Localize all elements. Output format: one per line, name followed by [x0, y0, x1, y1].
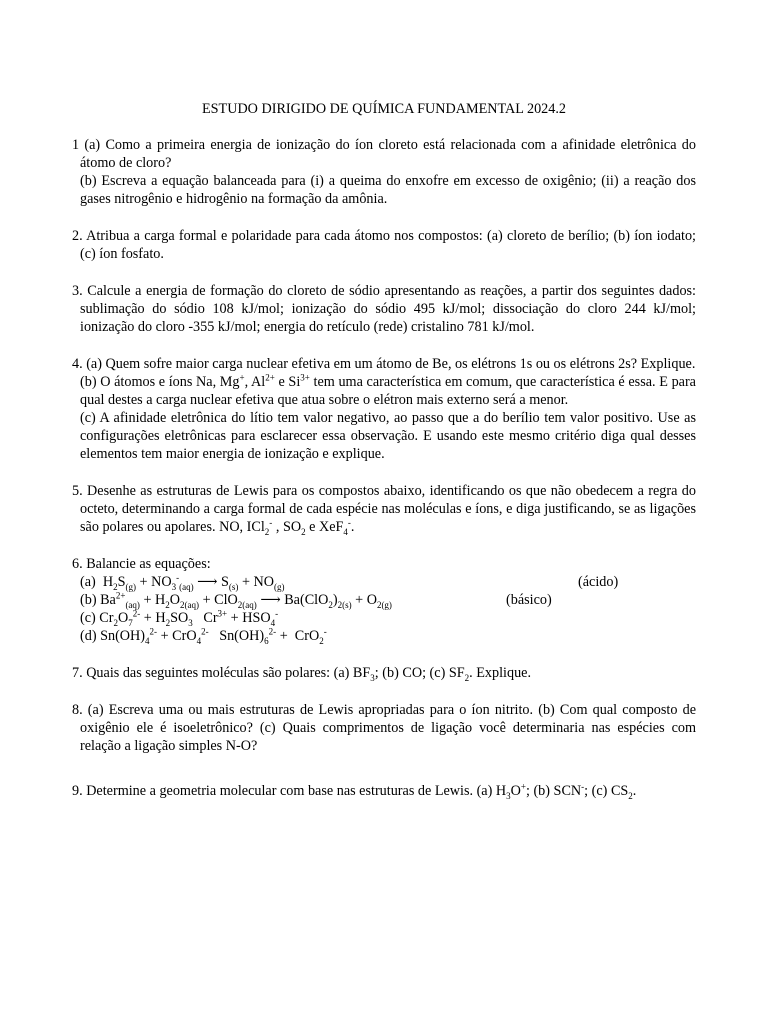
document-title: ESTUDO DIRIGIDO DE QUÍMICA FUNDAMENTAL 2024.2: [201, 101, 567, 117]
equation-d: (d) $Sn(OH)_4^{2-} + CrO_4^{2-}$ $Sn(OH)_6^{2-} + CrO_2^-$: [80, 626, 327, 646]
question-2: 2. Atribua a carga formal e polaridade para cada átomo nos compostos: (a) cloreto de berílio; (b) íon iodato; (c) íon fosfato.: [72, 228, 696, 262]
question-9: 9. Determine a geometria molecular com base nas estruturas de Lewis. (a) $H_3O^+$; (b) SCN-; (c) $CS_2$.: [72, 781, 637, 801]
question-5: 5. Desenhe as estruturas de Lewis para os compostos abaixo, identificando os que não obedecem a regra do octeto, determinando a carga formal de cada espécie nas moléculas e íons, e diga justificando, se as ligações são polares ou apolares. NO, ICl$_2$- , $SO_2$ e XeF$_4$-.: [72, 483, 696, 537]
question-1a: 1 (a) Como a primeira energia de ionização do íon cloreto está relacionada com a afinidade eletrônica do átomo de cloro?: [72, 137, 696, 171]
equation-c: (c) $Cr_2O_7^{2-} + H_2SO_3$ $Cr^{3+} + HSO_4^-$: [80, 608, 279, 628]
question-6: [72, 555, 696, 645]
question-1: [72, 136, 696, 208]
question-8: 8. (a) Escreva uma ou mais estruturas de Lewis apropriadas para o íon nitrito. (b) Com qual composto de oxigênio ele é isoeletrônico? (c) Quais comprimentos de ligação você determinaria nas espécies com relação a ligação simples N-O?: [72, 702, 696, 754]
question-4a: 4. (a) Quem sofre maior carga nuclear efetiva em um átomo de Be, os elétrons 1s ou os elétrons 2s? Explique.: [72, 356, 696, 372]
question-6-heading: 6. Balancie as equações:: [72, 556, 211, 572]
document-page: [72, 100, 696, 819]
question-7: 7. Quais das seguintes moléculas são polares: (a) $BF_3$; (b) CO; (c) $SF_2$. Explique.: [72, 665, 532, 683]
equation-b-condition: (básico): [506, 592, 552, 608]
equation-a: (a) $H_2S_{(g)} + NO_3^-_{(aq)}$ ⟶ $S_{(s)} + NO_{(g)}$ (ácido): [80, 572, 619, 592]
equation-a-condition: (ácido): [578, 574, 619, 590]
question-3: 3. Calcule a energia de formação do cloreto de sódio apresentando as reações, a partir dos seguintes dados: sublimação do sódio 108 kJ/mol; ionização do sódio 495 kJ/mol; dissociação do cloro 244 kJ/mol; ionização do cloro -355 kJ/mol; energia do retículo (rede) cristalino 781 kJ/mol.: [72, 283, 696, 335]
question-4b: (b) O átomos e íons Na, Mg+, $Al^{2+}$ e $Si^{3+}$ tem uma característica em comum, que característica é essa. E para qual destes a carga nuclear efetiva que atua sobre o elétron mais externo será a menor.: [80, 372, 696, 408]
question-1b: (b) Escreva a equação balanceada para (i) a queima do enxofre em excesso de oxigênio; (ii) a reação dos gases nitrogênio e hidrogênio na formação da amônia.: [80, 173, 696, 207]
question-4c: (c) A afinidade eletrônica do lítio tem valor negativo, ao passo que a do berílio tem valor positivo. Use as configurações eletrônicas para esclarecer essa observação. E usando este mesmo critério diga qual desses elementos tem maior energia de ionização e explique.: [80, 410, 696, 462]
question-4: [72, 355, 696, 463]
equation-b: (b) $Ba^{2+}_{(aq)} + H_2O_{2(aq)} + ClO_{2(aq)}$ ⟶ $Ba(ClO_2)_{2(s)} + O_{2(g)}$ (básico): [80, 590, 552, 610]
